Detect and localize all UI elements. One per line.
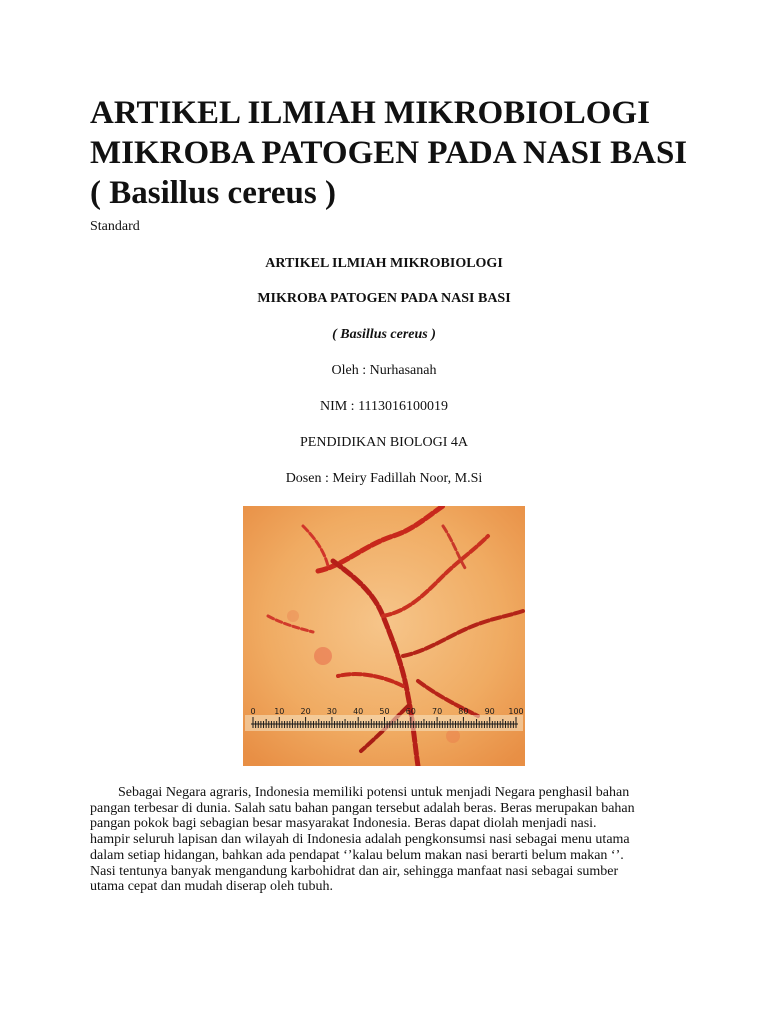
scale-label: 40 (353, 707, 364, 716)
heading-mikroba: MIKROBA PATOGEN PADA NASI BASI (257, 291, 511, 306)
micrograph-svg (243, 506, 525, 766)
scale-label: 100 (508, 707, 524, 716)
scale-label: 50 (379, 707, 390, 716)
title-line-1: ARTIKEL ILMIAH MIKROBIOLOGI (90, 95, 650, 131)
scale-label: 70 (432, 707, 443, 716)
lecturer-line: Dosen : Meiry Fadillah Noor, M.Si (285, 471, 483, 486)
scale-label: 20 (300, 707, 311, 716)
scale-label: 60 (405, 707, 416, 716)
body-line-3: pangan pokok bagi sebagian besar masyarakat Indonesia. Beras dapat diolah menjadi nasi. (90, 816, 597, 832)
micrograph-image (243, 506, 525, 766)
author-line: Oleh : Nurhasanah (331, 363, 437, 378)
heading-species: ( Basillus cereus ) (332, 327, 436, 342)
body-line-1: Sebagai Negara agraris, Indonesia memiliki potensi untuk menjadi Negara penghasil bahan (118, 785, 630, 800)
scale-label: 80 (458, 707, 469, 716)
body-line-4: hampir seluruh lapisan dan wilayah di Indonesia adalah pengkonsumsi nasi sebagai menu utama (90, 832, 630, 848)
scale-label: 30 (326, 707, 337, 716)
heading-artikel: ARTIKEL ILMIAH MIKROBIOLOGI (265, 256, 503, 271)
body-line-7: utama cepat dan mudah diserap oleh tubuh. (90, 879, 333, 895)
nim-line: NIM : 1113016100019 (319, 399, 449, 414)
title-line-3: ( Basillus cereus ) (90, 175, 336, 211)
document-title (90, 93, 730, 213)
scale-label: 0 (250, 707, 256, 716)
body-paragraph (90, 785, 702, 895)
body-line-5: dalam setiap hidangan, bahkan ada pendapat ‘’kalau belum makan nasi berarti belum makan ‘’. (90, 847, 624, 863)
scale-label: 10 (274, 707, 285, 716)
scale-label: 90 (484, 707, 495, 716)
body-line-6: Nasi tentunya banyak mengandung karbohidrat dan air, sehingga manfaat nasi sebagai sumber (90, 863, 619, 879)
title-line-2: MIKROBA PATOGEN PADA NASI BASI (90, 135, 688, 171)
program-line: PENDIDIKAN BIOLOGI 4A (300, 435, 468, 450)
category-label[interactable]: Standard (90, 219, 140, 234)
body-line-2: pangan terbesar di dunia. Salah satu bahan pangan tersebut adalah beras. Beras merupakan bahan (90, 800, 635, 816)
